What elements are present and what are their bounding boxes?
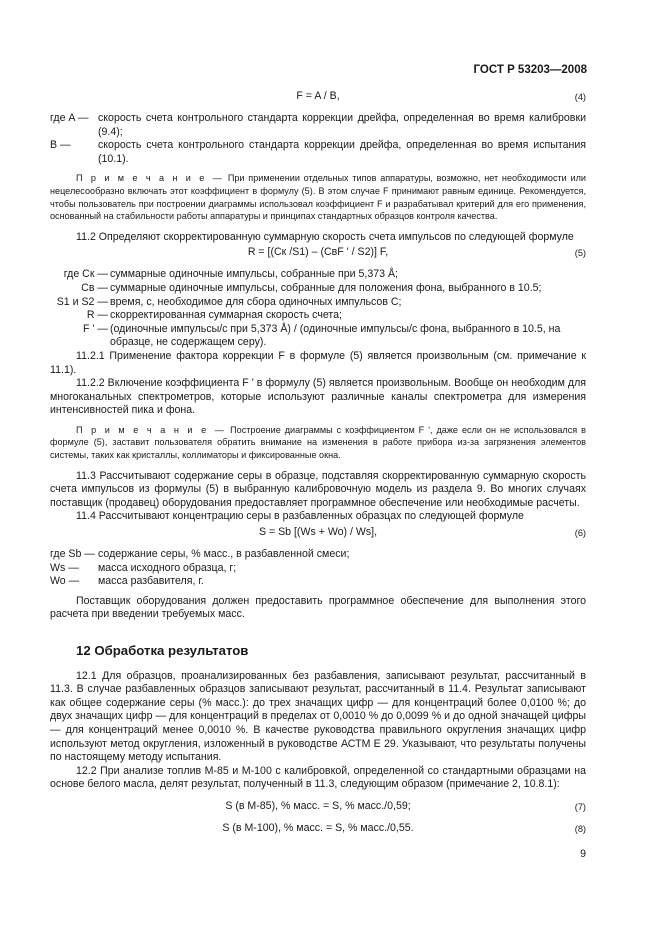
formula-7-text: S (в М-85), % масс. = S, % масс./0,59; [225, 799, 411, 812]
definition-a [50, 112, 586, 139]
symbol-term: R — [86, 309, 108, 322]
symbol-s1-s2 [50, 296, 586, 310]
page-body [50, 88, 586, 844]
definition-ws [50, 562, 586, 576]
note-text: При применении отдельных типов аппаратуры, возможно, нет необходимости или нецелесообразно включать этот коэффициент в формулу (5). В этом случае F принимают равным единице. Рекомендуется, чтобы пользователь при построении диаграммы использовал коэффициент F и разрабатывал критерий для его применения, основанный на стабильности работы аппаратуры и принципах стандартных образцов контроля качества. [50, 173, 586, 222]
symbol-term: где Cк — [63, 268, 108, 281]
formula-5-text: R = [(Cк /S1) – (CвF ' / S2)] F, [247, 246, 389, 259]
symbol-text: суммарные одиночные импульсы, собранные при 5,373 Å; [110, 268, 398, 281]
note-label: П р и м е ч а н и е — [76, 424, 227, 435]
symbol-term: Cв — [81, 281, 108, 294]
formula-6-text: S = Sb [(Ws + Wo) / Ws], [258, 526, 378, 539]
section-12-heading: 12 Обработка результатов [76, 643, 249, 658]
definition-text: масса разбавителя, г. [98, 575, 204, 588]
symbol-term: F ' — [83, 322, 108, 335]
formula-5-number: (5) [574, 248, 586, 259]
definition-b [50, 139, 586, 166]
definition-term: Wo — [50, 575, 80, 588]
doc-code-header: ГОСТ Р 53203—2008 [473, 64, 587, 76]
definition-text: содержание серы, % масс., в разбавленной смеси; [98, 548, 350, 561]
paragraph-11-2-2: 11.2.2 Включение коэффициента F ' в формулу (5) является произвольным. Вообще он необходим для многоканальных спектрометров, которые используют различные каналы спектрометра для измерения интенсивностей пика и фона. [50, 377, 586, 417]
definition-term: где Sb — [50, 548, 95, 561]
definition-sb [50, 548, 586, 562]
definition-term: Ws — [50, 561, 79, 574]
symbol-cb [50, 282, 586, 296]
formula-6 [50, 526, 586, 542]
formula-5 [50, 246, 586, 262]
paragraph-12-1: 12.1 Для образцов, проанализированных без разбавления, записывают результат, рассчитанный в 11.3. В случае разбавленных образцов записывают результат, рассчитанный в 11.4. Результат записывают как общее содержание серы (% масс.): до трех значащих цифр — для концентраций более 0,0100 %; до двух значащих цифр — для концентраций в пределах от 0,0010 % до 0,0099 % и до одной значащей цифры — для концентраций менее 0,0010 %. В качестве руководства правильного округления значащих цифр используют метод округления, изложенный в руководстве АСТМ Е 29. Указывают, что результаты получены по настоящему методу испытания. [50, 669, 586, 764]
symbol-ck [50, 268, 586, 282]
definition-wo [50, 575, 586, 589]
symbol-text: время, с, необходимое для сбора одиночных импульсов C; [110, 295, 402, 308]
note-1 [50, 172, 586, 222]
formula-4-text: F = A / B, [296, 90, 340, 102]
formula-4-number: (4) [574, 92, 586, 102]
definition-text: скорость счета контрольного стандарта коррекции дрейфа, определенная во время испытания (10.1). [98, 139, 586, 165]
definition-term: где A — [50, 112, 89, 124]
definition-text: скорость счета контрольного стандарта коррекции дрейфа, определенная во время калибровки (9.4); [98, 112, 586, 138]
symbol-f-prime [50, 323, 586, 350]
paragraph-11-2-1: 11.2.1 Применение фактора коррекции F в формуле (5) является произвольным (см. примечание к 11.1). [50, 349, 586, 376]
paragraph-11-2: 11.2 Определяют скорректированную суммарную скорость счета импульсов по следующей формуле [76, 230, 574, 243]
definition-term: B — [50, 139, 71, 152]
symbol-text: скорректированная суммарная скорость счета; [110, 309, 342, 322]
formula-7 [50, 800, 586, 816]
paragraph-12-2: 12.2 При анализе топлив М-85 и М-100 с калибровкой, определенной со стандартными образцами на основе белого масла, делят результат, полученный в 11.3, следующим образом (примечание 2, 10.8.1): [50, 764, 586, 791]
symbol-text: (одиночные импульсы/с при 5,373 Å) / (одиночные импульсы/с фона, выбранного в 10.5, на образце, не содержащем серу). [110, 322, 561, 349]
note-label: П р и м е ч а н и е — [76, 173, 225, 184]
note-text: Построение диаграммы с коэффициентом F ', даже если он не использовался в формуле (5), заставит пользователя обратить внимание на изменения в работе прибора из-за загрязнения элементов системы, таких как кристаллы, коллиматоры и фиксированные окна. [50, 424, 586, 461]
note-2 [50, 424, 586, 462]
symbol-term: S1 и S2 — [56, 295, 108, 308]
symbol-r [50, 309, 586, 323]
formula-8-text: S (в М-100), % масс. = S, % масс./0,55. [222, 821, 414, 834]
symbol-text: суммарные одиночные импульсы, собранные для положения фона, выбранного в 10.5; [110, 281, 542, 294]
formula-7-number: (7) [574, 801, 586, 812]
formula-8 [50, 822, 586, 838]
paragraph-11-4: 11.4 Рассчитывают концентрацию серы в разбавленных образцах по следующей формуле [76, 510, 524, 523]
definition-text: масса исходного образца, г; [98, 561, 237, 574]
formula-4 [50, 90, 586, 106]
paragraph-11-3: 11.3 Рассчитывают содержание серы в образце, подставляя скорректированную суммарную скорость счета импульсов из формулы (5) в выбранную калибровочную модель из раздела 9. Во многих случаях поставщик (продавец) оборудования предоставляет программное обеспечение или необходимые расчеты. [50, 469, 586, 509]
formula-8-number: (8) [574, 823, 586, 834]
page-number: 9 [580, 848, 586, 860]
paragraph-supplier: Поставщик оборудования должен предоставить программное обеспечение для выполнения этого расчета при введении требуемых масс. [50, 594, 586, 621]
formula-6-number: (6) [574, 528, 586, 539]
